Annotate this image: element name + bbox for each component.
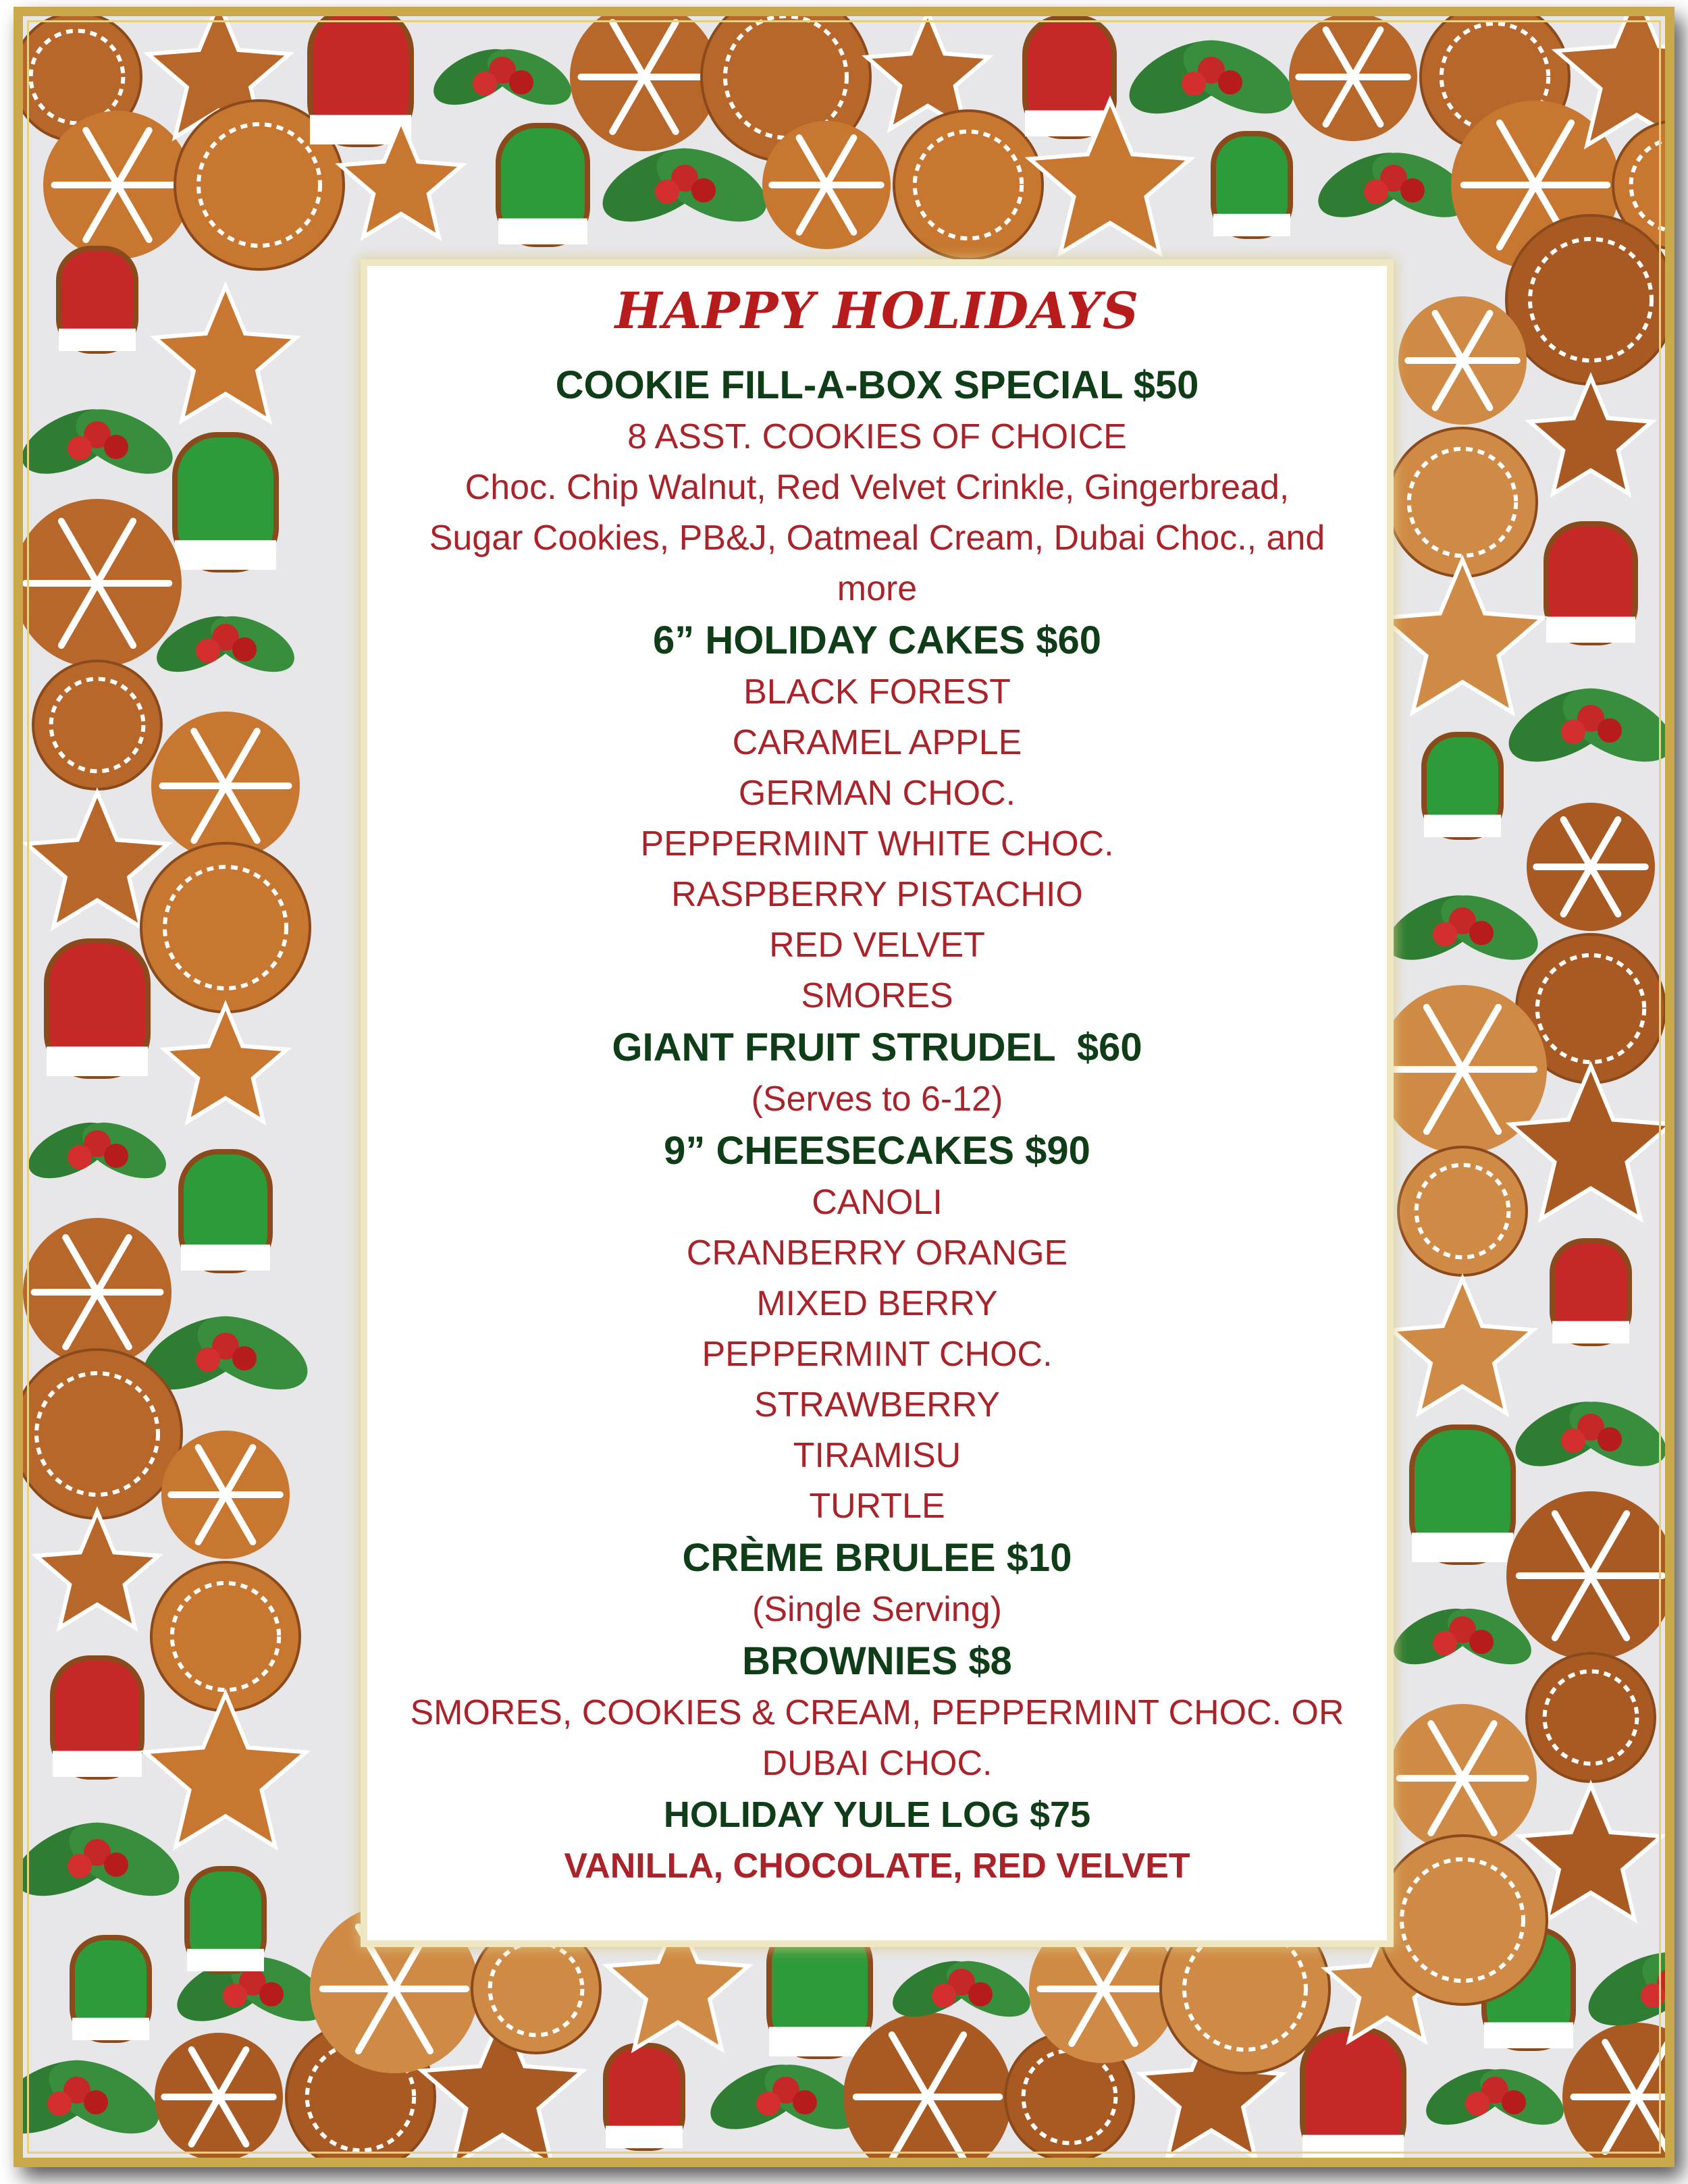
menu-item: SMORES (801, 976, 953, 1015)
gingerbread-house-icon (155, 2033, 283, 2158)
menu-description: Choc. Chip Walnut, Red Velvet Crinkle, Gingerbread, (465, 468, 1290, 507)
gingerbread-house-icon (23, 1218, 172, 1366)
section-heading: COOKIE FILL-A-BOX SPECIAL $50 (555, 363, 1199, 407)
gingerbread-man-icon (1377, 882, 1548, 974)
candy-cane-icon (145, 1694, 306, 1846)
mitten-cookie-icon (181, 1152, 270, 1271)
snowman-cookie-icon (23, 396, 182, 487)
section-heading: HOLIDAY YULE LOG $75 (663, 1794, 1091, 1835)
holly-icon (570, 16, 718, 151)
menu-description: more (837, 569, 918, 608)
menu-description: Sugar Cookies, PB&J, Oatmeal Cream, Dubai Choc., and (429, 518, 1325, 558)
bell-cookie-icon (762, 121, 891, 249)
stocking-cookie-icon (1118, 25, 1304, 128)
star-cookie-icon (141, 843, 310, 1012)
poinsettia-icon (1289, 16, 1417, 141)
ornament-cookie-icon (425, 38, 580, 116)
holly-icon (1546, 524, 1635, 643)
stocking-cookie-icon (1562, 2023, 1665, 2158)
gingerbread-house-icon (1527, 1653, 1655, 1782)
section-yule-log (367, 1789, 1387, 1892)
candy-cane-icon (1398, 1147, 1527, 1275)
menu-item: TIRAMISU (793, 1436, 961, 1475)
snowflake-cookie-icon (472, 1925, 600, 2053)
menu-item: RED VELVET (769, 926, 985, 965)
gingerbread-house-icon (59, 248, 136, 351)
menu-item: SMORES, COOKIES & CREAM, PEPPERMINT CHOC. OR (410, 1693, 1344, 1732)
poinsettia-icon (23, 1807, 190, 1911)
menu-item: TURTLE (809, 1487, 945, 1526)
menu-item: VANILLA, CHOCOLATE, RED VELVET (564, 1846, 1190, 1886)
menu-item: CARAMEL APPLE (732, 723, 1022, 762)
menu-item: PEPPERMINT WHITE CHOC. (640, 824, 1114, 863)
bell-cookie-icon (155, 286, 296, 421)
section-fruit-strudel (367, 1021, 1387, 1125)
mitten-cookie-icon (72, 1938, 149, 2040)
bell-cookie-icon (1424, 735, 1501, 837)
stocking-cookie-icon (33, 661, 161, 789)
menu-item: DUBAI CHOC. (762, 1744, 993, 1783)
menu-frame (14, 7, 1674, 2167)
poinsettia-icon (310, 16, 411, 144)
mitten-cookie-icon (1382, 560, 1543, 712)
menu-item: RASPBERRY PISTACHIO (671, 875, 1083, 914)
gingerbread-man-icon (1378, 1836, 1547, 2004)
menu-note: (Single Serving) (752, 1590, 1002, 1629)
menu-item: MIXED BERRY (756, 1284, 998, 1323)
ornament-cookie-icon (1506, 1389, 1665, 1480)
stocking-cookie-icon (53, 1658, 142, 1777)
page-title: HAPPY HOLIDAYS (614, 282, 1140, 340)
gingerbread-cookie-icon (1418, 2058, 1573, 2136)
ornament-cookie-icon (1530, 377, 1652, 494)
poinsettia-icon (1506, 215, 1665, 384)
section-cookie-box (367, 359, 1387, 614)
snowman-cookie-icon (1302, 2029, 1404, 2158)
bell-cookie-icon (1388, 1704, 1537, 1853)
angel-cookie-icon (165, 1005, 287, 1121)
section-cheesecakes (367, 1125, 1387, 1532)
menu-item: BLACK FOREST (743, 672, 1011, 712)
candy-cane-icon (1213, 134, 1290, 236)
angel-cookie-icon (1388, 428, 1537, 577)
menu-panel (367, 266, 1387, 1940)
gingerbread-man-icon (894, 111, 1043, 259)
stocking-cookie-icon (606, 2046, 683, 2148)
snowflake-cookie-icon (43, 111, 192, 259)
section-heading: BROWNIES $8 (742, 1639, 1012, 1683)
snowman-cookie-icon (23, 1350, 182, 1518)
gingerbread-man-icon (175, 435, 276, 570)
menu-item: STRAWBERRY (754, 1385, 1001, 1424)
star-cookie-icon (187, 1869, 264, 1971)
menu-item: GERMAN CHOC. (738, 774, 1016, 813)
section-heading: 6” HOLIDAY CAKES $60 (652, 618, 1102, 662)
menu-item: CANOLI (812, 1183, 943, 1222)
section-heading: CRÈME BRULEE $10 (682, 1536, 1072, 1580)
holly-icon (23, 1111, 174, 1190)
poinsettia-icon (1552, 1241, 1629, 1343)
section-heading: GIANT FRUIT STRUDEL $60 (612, 1026, 1142, 1069)
gingerbread-house-icon (1498, 673, 1665, 776)
holly-icon (23, 2045, 170, 2148)
ornament-cookie-icon (47, 941, 148, 1076)
snowman-cookie-icon (1527, 803, 1655, 931)
menu-note: (Serves to 6-12) (751, 1080, 1003, 1119)
gingerbread-man-icon (161, 1431, 290, 1559)
holly-icon (1506, 1491, 1665, 1660)
angel-cookie-icon (1412, 1427, 1513, 1562)
star-cookie-icon (1398, 296, 1527, 425)
star-cookie-icon (769, 1921, 870, 2056)
section-brownies (367, 1635, 1387, 1789)
star-cookie-icon (1392, 1279, 1533, 1413)
section-heading: 9” CHEESECAKES $90 (664, 1129, 1090, 1173)
angel-cookie-icon (498, 126, 587, 244)
menu-item: 8 ASST. COOKIES OF CHOICE (627, 417, 1127, 456)
section-holiday-cakes (367, 614, 1387, 1021)
snowflake-cookie-icon (151, 1562, 300, 1711)
menu-item: PEPPERMINT CHOC. (702, 1335, 1053, 1374)
candy-cane-icon (151, 712, 300, 860)
menu-item: CRANBERRY ORANGE (686, 1233, 1068, 1273)
section-creme-brulee (367, 1532, 1387, 1635)
gingerbread-cookie-icon (23, 499, 182, 668)
gingerbread-cookie-icon (36, 1512, 159, 1628)
